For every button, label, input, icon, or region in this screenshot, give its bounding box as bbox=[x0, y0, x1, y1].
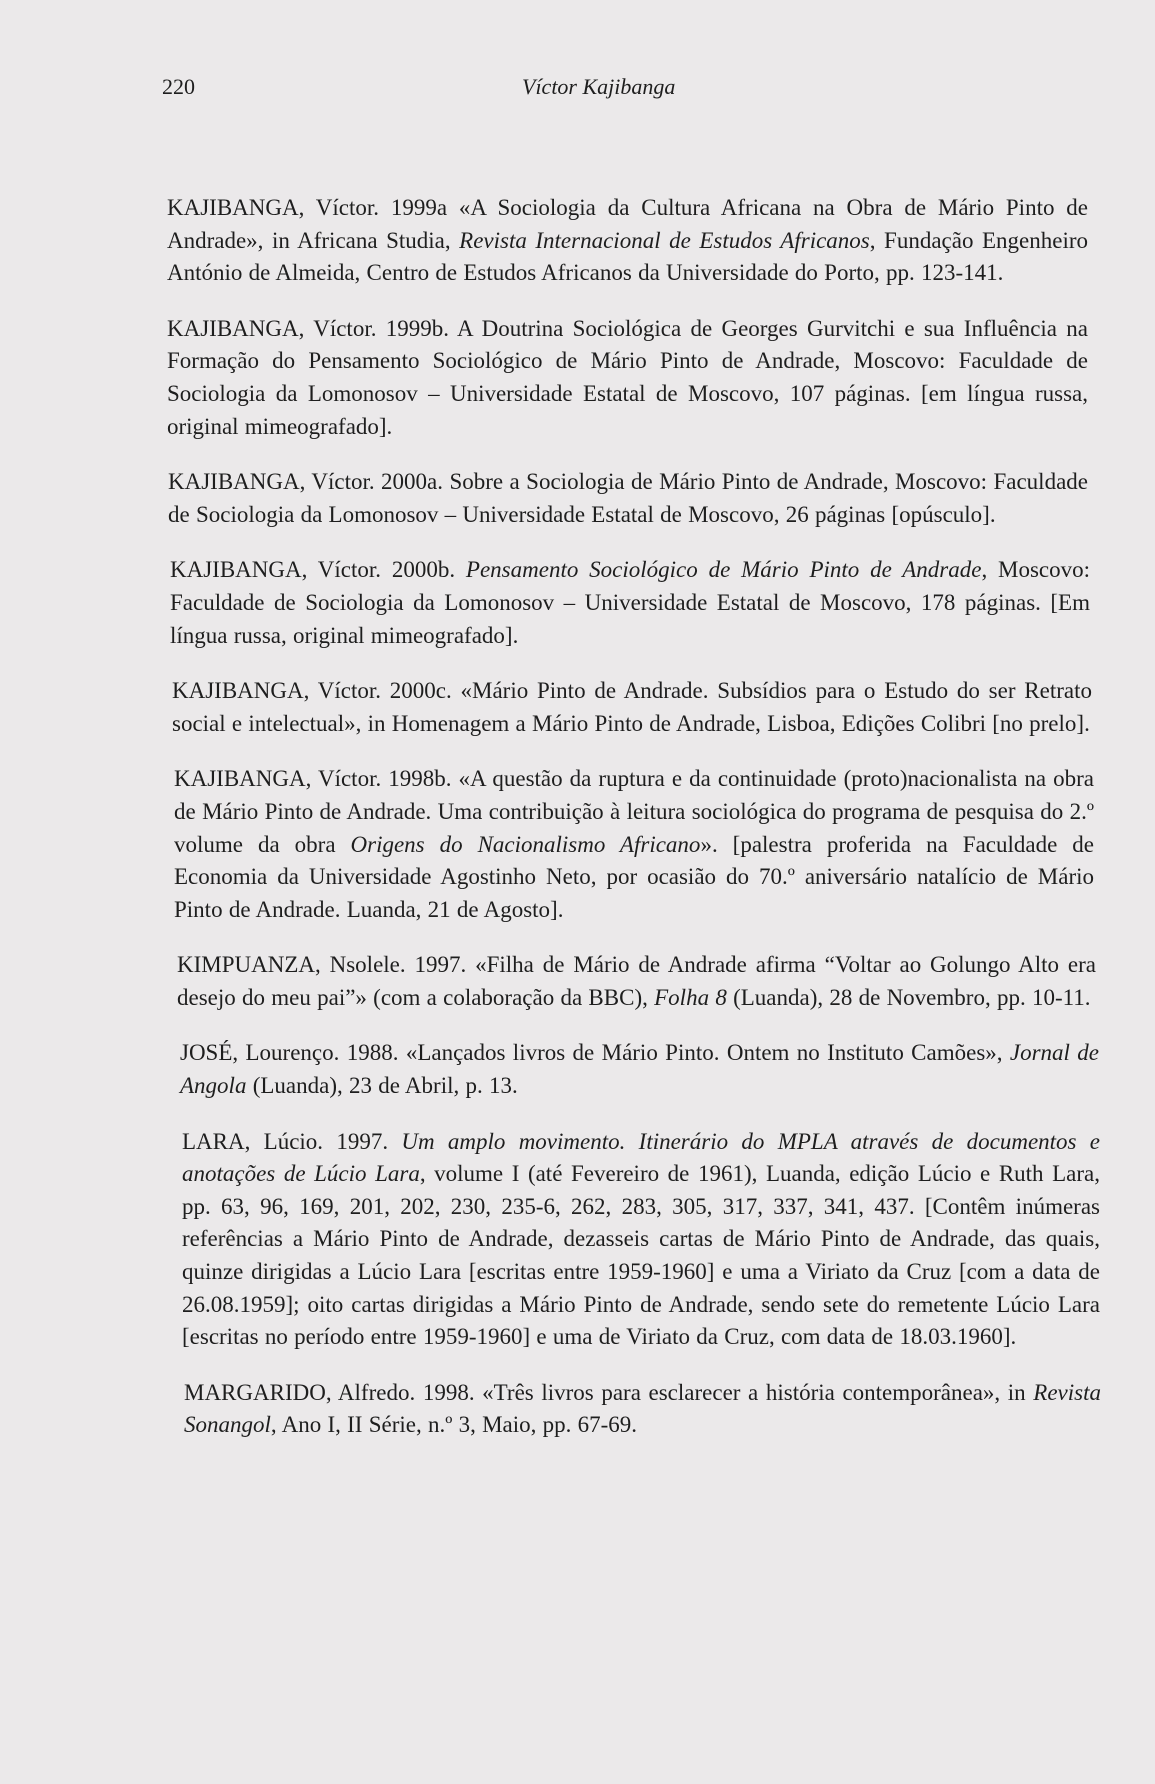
page-header bbox=[162, 74, 1092, 108]
entry-italic-title: Revista Sonangol bbox=[184, 1379, 1101, 1438]
bibliography-entry bbox=[180, 1037, 1099, 1102]
entry-text: (Luanda), 28 de Novembro, pp. 10-11. bbox=[726, 984, 1091, 1010]
entry-text: KAJIBANGA, Víctor. 1999a «A Sociologia da Cultura Africana na Obra de Mário Pinto de Andrade», in Africana Studia, bbox=[167, 195, 1088, 253]
entry-text: MARGARIDO, Alfredo. 1998. «Três livros para esclarecer a história contemporânea», in bbox=[184, 1379, 1034, 1405]
entry-italic-title: Origens do Nacionalismo Africano bbox=[350, 831, 701, 857]
entry-text: JOSÉ, Lourenço. 1988. «Lançados livros de Mário Pinto. Ontem no Instituto Camões», bbox=[180, 1040, 1010, 1066]
bibliography-entry bbox=[172, 675, 1092, 740]
entry-text: , volume I (até Fevereiro de 1961), Luanda, edição Lúcio e Ruth Lara, pp. 63, 96, 169, 201, 202, 230, 235-6, 262, 283, 305, 317, 337, 341, 437. [Contêm inúmeras referências a Mário Pinto de Andrade, dezasseis cartas de Mário Pinto de Andrade, das quais, quinze dirigidas a Lúcio Lara [escritas entre 1959-1960] e uma a Viriato da Cruz [com a data de 26.08.1959]; oito cartas dirigidas a Mário Pinto de Andrade, sendo sete do remetente Lúcio Lara [escritas no período entre 1959-1960] e uma de Viriato da Cruz, com data de 18.03.1960]. bbox=[182, 1161, 1100, 1350]
entry-text: KAJIBANGA, Víctor. 2000b. bbox=[170, 557, 466, 583]
entry-text: , Moscovo: Faculdade de Sociologia da Lomonosov – Universidade Estatal de Moscovo, 178 páginas. [Em língua russa, original mimeografado]. bbox=[170, 557, 1091, 648]
bibliography-entry bbox=[184, 1377, 1101, 1442]
bibliography-entry bbox=[170, 554, 1090, 652]
entry-text: , Ano I, II Série, n.º 3, Maio, pp. 67-69. bbox=[270, 1412, 638, 1438]
entry-italic-title: Pensamento Sociológico de Mário Pinto de Andrade bbox=[465, 557, 982, 583]
bibliography-entry bbox=[174, 763, 1094, 926]
entry-text: (Luanda), 23 de Abril, p. 13. bbox=[246, 1073, 518, 1099]
entry-text: KAJIBANGA, Víctor. 1998b. «A questão da ruptura e da continuidade (proto)nacionalista na obra de Mário Pinto de Andrade. Uma contribuição à leitura sociológica do programa de pesquisa do 2.º volume da obra bbox=[174, 766, 1094, 857]
bibliography-entry bbox=[167, 192, 1088, 290]
bibliography-entry bbox=[168, 466, 1088, 531]
entry-italic-title: Um amplo movimento. Itinerário do MPLA através de documentos e anotações de Lúcio Lara bbox=[182, 1128, 1100, 1187]
entry-italic-title: Jornal de Angola bbox=[180, 1040, 1099, 1099]
entry-text: KIMPUANZA, Nsolele. 1997. «Filha de Mário de Andrade afirma “Voltar ao Golungo Alto era desejo do meu pai”» (com a colaboração da BBC), bbox=[177, 952, 1096, 1010]
entry-text: ». [palestra proferida na Faculdade de Economia da Universidade Agostinho Neto, por ocasião do 70.º aniversário natalício de Mário Pinto de Andrade. Luanda, 21 de Agosto]. bbox=[174, 831, 1094, 922]
bibliography-entry bbox=[177, 949, 1096, 1014]
entry-italic-title: Revista Internacional de Estudos Africanos bbox=[459, 227, 870, 253]
bibliography-list bbox=[0, 169, 1155, 1457]
entry-italic-title: Folha 8 bbox=[654, 984, 727, 1010]
entry-text: KAJIBANGA, Víctor. 2000a. Sobre a Sociologia de Mário Pinto de Andrade, Moscovo: Faculdade de Sociologia da Lomonosov – Universidade Estatal de Moscovo, 26 páginas [opúsculo]. bbox=[168, 469, 1088, 527]
entry-text: KAJIBANGA, Víctor. 1999b. A Doutrina Sociológica de Georges Gurvitchi e sua Influência na Formação do Pensamento Sociológico de Mário Pinto de Andrade, Moscovo: Faculdade de Sociologia da Lomonosov – Universidade Estatal de Moscovo, 107 páginas. [em língua russa, original mimeografado]. bbox=[167, 315, 1088, 439]
running-head: Víctor Kajibanga bbox=[522, 74, 676, 99]
page-number: 220 bbox=[162, 74, 195, 99]
entry-text: LARA, Lúcio. 1997. bbox=[182, 1128, 402, 1154]
entry-text: KAJIBANGA, Víctor. 2000c. «Mário Pinto de Andrade. Subsídios para o Estudo do ser Retrato social e intelectual», in Homenagem a Mário Pinto de Andrade, Lisboa, Edições Colibri [no prelo]. bbox=[172, 678, 1092, 736]
bibliography-entry bbox=[167, 313, 1088, 443]
entry-text: , Fundação Engenheiro António de Almeida, Centro de Estudos Africanos da Universidade do Porto, pp. 123-141. bbox=[167, 227, 1088, 286]
bibliography-entry bbox=[182, 1126, 1100, 1354]
